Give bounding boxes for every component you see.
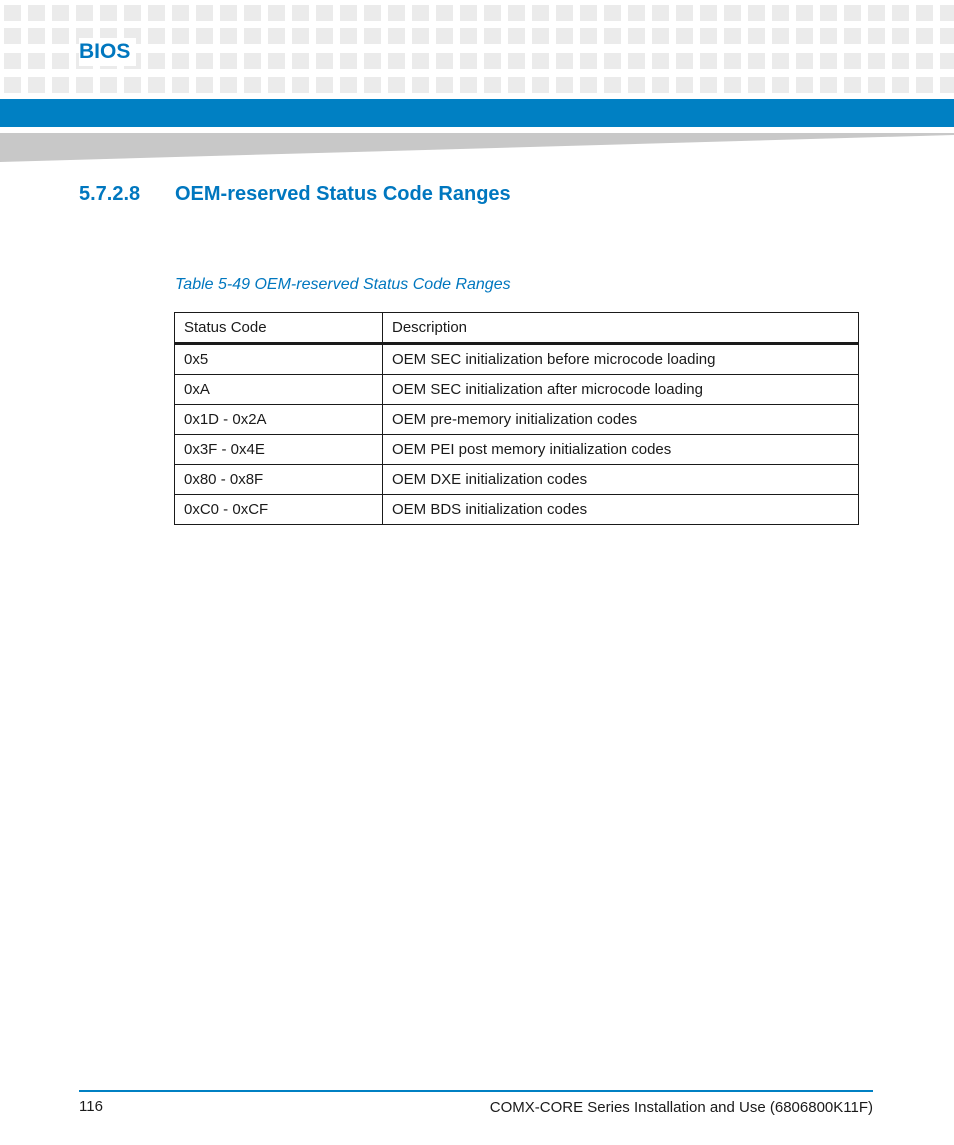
pattern-tile xyxy=(628,5,645,21)
header-blue-band xyxy=(0,99,954,127)
pattern-tile xyxy=(460,5,477,21)
pattern-tile xyxy=(100,77,117,93)
table-row xyxy=(175,344,859,375)
column-header-status-code: Status Code xyxy=(175,313,383,344)
pattern-tile xyxy=(412,5,429,21)
pattern-tile xyxy=(508,53,525,69)
pattern-tile xyxy=(268,53,285,69)
pattern-tile xyxy=(268,77,285,93)
pattern-tile xyxy=(580,77,597,93)
pattern-tile xyxy=(556,5,573,21)
pattern-tile xyxy=(868,28,885,44)
header-grey-wedge xyxy=(0,127,954,163)
pattern-tile xyxy=(772,53,789,69)
pattern-tile xyxy=(604,28,621,44)
pattern-tile xyxy=(940,77,954,93)
header-pattern xyxy=(0,0,954,98)
pattern-tile xyxy=(196,28,213,44)
pattern-tile xyxy=(124,77,141,93)
pattern-tile xyxy=(316,28,333,44)
pattern-tile xyxy=(412,77,429,93)
pattern-tile xyxy=(628,77,645,93)
pattern-tile xyxy=(628,53,645,69)
table-row xyxy=(175,375,859,405)
pattern-tile xyxy=(700,5,717,21)
pattern-tile xyxy=(844,77,861,93)
pattern-tile xyxy=(580,5,597,21)
description-cell: OEM SEC initialization after microcode loading xyxy=(383,375,859,405)
pattern-tile xyxy=(508,5,525,21)
pattern-tile xyxy=(196,53,213,69)
pattern-tile xyxy=(868,53,885,69)
pattern-tile xyxy=(892,53,909,69)
pattern-tile xyxy=(364,5,381,21)
pattern-tile xyxy=(388,77,405,93)
pattern-tile xyxy=(364,77,381,93)
document-title: COMX-CORE Series Installation and Use (6806800K11F) xyxy=(489,1099,873,1116)
pattern-tile xyxy=(4,53,21,69)
pattern-tile xyxy=(820,28,837,44)
pattern-tile xyxy=(316,5,333,21)
pattern-tile xyxy=(460,28,477,44)
pattern-tile xyxy=(844,5,861,21)
pattern-tile xyxy=(244,5,261,21)
pattern-tile xyxy=(556,53,573,69)
pattern-tile xyxy=(172,53,189,69)
pattern-tile xyxy=(4,28,21,44)
table-row xyxy=(175,465,859,495)
pattern-tile xyxy=(436,28,453,44)
pattern-tile xyxy=(916,53,933,69)
status-code-table xyxy=(174,312,859,525)
pattern-tile xyxy=(796,5,813,21)
pattern-tile xyxy=(268,28,285,44)
pattern-tile xyxy=(220,53,237,69)
status-code-cell: 0x5 xyxy=(175,344,383,375)
pattern-tile xyxy=(52,28,69,44)
pattern-tile xyxy=(316,77,333,93)
pattern-tile xyxy=(892,5,909,21)
pattern-tile xyxy=(148,53,165,69)
pattern-tile xyxy=(388,53,405,69)
pattern-tile xyxy=(412,53,429,69)
pattern-tile xyxy=(292,77,309,93)
pattern-tile xyxy=(292,28,309,44)
pattern-tile xyxy=(820,77,837,93)
pattern-tile xyxy=(940,53,954,69)
column-header-description: Description xyxy=(383,313,859,344)
pattern-tile xyxy=(268,5,285,21)
pattern-tile xyxy=(316,53,333,69)
pattern-tile xyxy=(484,77,501,93)
pattern-tile xyxy=(604,53,621,69)
pattern-tile xyxy=(460,53,477,69)
pattern-tile xyxy=(628,28,645,44)
pattern-tile xyxy=(532,53,549,69)
pattern-tile xyxy=(844,28,861,44)
pattern-tile xyxy=(76,77,93,93)
pattern-tile xyxy=(436,53,453,69)
pattern-tile xyxy=(388,28,405,44)
pattern-tile xyxy=(772,28,789,44)
pattern-tile xyxy=(772,5,789,21)
section-number: 5.7.2.8 xyxy=(79,183,141,205)
pattern-tile xyxy=(484,53,501,69)
pattern-tile xyxy=(76,5,93,21)
pattern-tile xyxy=(676,53,693,69)
pattern-tile xyxy=(52,77,69,93)
pattern-tile xyxy=(796,77,813,93)
pattern-tile xyxy=(580,28,597,44)
pattern-tile xyxy=(748,28,765,44)
pattern-tile xyxy=(940,28,954,44)
pattern-tile xyxy=(148,5,165,21)
table-caption: Table 5-49 OEM-reserved Status Code Ranges xyxy=(175,276,511,293)
pattern-tile xyxy=(700,77,717,93)
status-code-cell: 0xA xyxy=(175,375,383,405)
pattern-tile xyxy=(220,77,237,93)
pattern-tile xyxy=(796,28,813,44)
pattern-tile xyxy=(772,77,789,93)
pattern-tile xyxy=(388,5,405,21)
page-number: 116 xyxy=(79,1098,103,1115)
pattern-tile xyxy=(556,28,573,44)
pattern-tile xyxy=(172,77,189,93)
pattern-tile xyxy=(916,77,933,93)
pattern-tile xyxy=(748,53,765,69)
pattern-tile xyxy=(604,77,621,93)
pattern-tile xyxy=(4,77,21,93)
pattern-tile xyxy=(28,28,45,44)
pattern-tile xyxy=(676,5,693,21)
pattern-tile xyxy=(4,5,21,21)
pattern-tile xyxy=(796,53,813,69)
pattern-tile xyxy=(724,53,741,69)
pattern-tile xyxy=(196,77,213,93)
pattern-tile xyxy=(172,5,189,21)
pattern-tile xyxy=(676,77,693,93)
pattern-tile xyxy=(652,5,669,21)
pattern-tile xyxy=(28,5,45,21)
pattern-tile xyxy=(604,5,621,21)
pattern-tile xyxy=(148,77,165,93)
pattern-tile xyxy=(532,77,549,93)
pattern-tile xyxy=(244,28,261,44)
pattern-tile xyxy=(940,5,954,21)
pattern-tile xyxy=(508,77,525,93)
pattern-tile xyxy=(700,28,717,44)
pattern-tile xyxy=(484,28,501,44)
pattern-tile xyxy=(364,28,381,44)
pattern-tile xyxy=(892,28,909,44)
pattern-tile xyxy=(820,5,837,21)
pattern-tile xyxy=(724,5,741,21)
pattern-tile xyxy=(340,53,357,69)
pattern-tile xyxy=(844,53,861,69)
pattern-tile xyxy=(748,77,765,93)
pattern-tile xyxy=(652,77,669,93)
pattern-tile xyxy=(916,5,933,21)
pattern-tile xyxy=(436,5,453,21)
pattern-tile xyxy=(244,77,261,93)
chapter-title: BIOS xyxy=(79,38,136,66)
pattern-tile xyxy=(148,28,165,44)
pattern-tile xyxy=(100,5,117,21)
table-header-row xyxy=(175,313,859,344)
pattern-tile xyxy=(868,77,885,93)
pattern-tile xyxy=(820,53,837,69)
pattern-tile xyxy=(724,28,741,44)
description-cell: OEM PEI post memory initialization codes xyxy=(383,435,859,465)
status-code-cell: 0x80 - 0x8F xyxy=(175,465,383,495)
pattern-tile xyxy=(364,53,381,69)
pattern-tile xyxy=(748,5,765,21)
pattern-tile xyxy=(340,28,357,44)
pattern-tile xyxy=(196,5,213,21)
pattern-tile xyxy=(172,28,189,44)
pattern-tile xyxy=(652,53,669,69)
description-cell: OEM pre-memory initialization codes xyxy=(383,405,859,435)
pattern-tile xyxy=(340,77,357,93)
pattern-tile xyxy=(52,53,69,69)
pattern-tile xyxy=(580,53,597,69)
description-cell: OEM SEC initialization before microcode loading xyxy=(383,344,859,375)
description-cell: OEM BDS initialization codes xyxy=(383,495,859,525)
pattern-tile xyxy=(868,5,885,21)
footer-rule xyxy=(79,1090,873,1092)
pattern-tile xyxy=(676,28,693,44)
pattern-tile xyxy=(28,53,45,69)
status-code-cell: 0x3F - 0x4E xyxy=(175,435,383,465)
pattern-tile xyxy=(508,28,525,44)
pattern-tile xyxy=(556,77,573,93)
pattern-tile xyxy=(124,5,141,21)
pattern-tile xyxy=(292,5,309,21)
pattern-tile xyxy=(220,5,237,21)
table-row xyxy=(175,435,859,465)
pattern-tile xyxy=(292,53,309,69)
pattern-tile xyxy=(532,5,549,21)
pattern-tile xyxy=(484,5,501,21)
pattern-tile xyxy=(652,28,669,44)
pattern-tile xyxy=(52,5,69,21)
pattern-tile xyxy=(436,77,453,93)
pattern-tile xyxy=(724,77,741,93)
pattern-tile xyxy=(460,77,477,93)
pattern-tile xyxy=(244,53,261,69)
pattern-tile xyxy=(532,28,549,44)
section-title: OEM-reserved Status Code Ranges xyxy=(175,183,511,205)
status-code-cell: 0x1D - 0x2A xyxy=(175,405,383,435)
pattern-tile xyxy=(340,5,357,21)
section-heading xyxy=(79,183,511,206)
table-row xyxy=(175,495,859,525)
pattern-tile xyxy=(220,28,237,44)
table-row xyxy=(175,405,859,435)
pattern-tile xyxy=(28,77,45,93)
status-code-cell: 0xC0 - 0xCF xyxy=(175,495,383,525)
pattern-tile xyxy=(916,28,933,44)
pattern-tile xyxy=(412,28,429,44)
pattern-tile xyxy=(700,53,717,69)
pattern-tile xyxy=(892,77,909,93)
description-cell: OEM DXE initialization codes xyxy=(383,465,859,495)
